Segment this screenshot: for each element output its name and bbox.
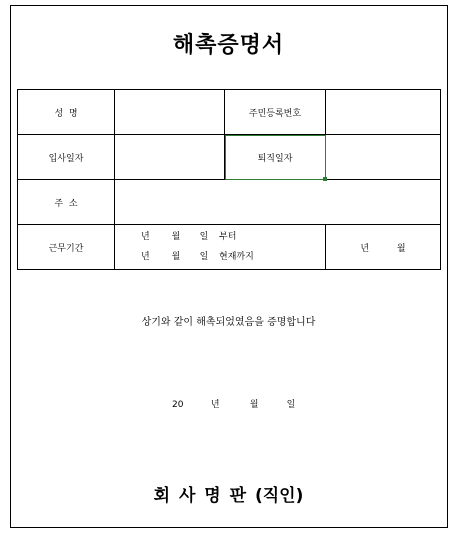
address-cell[interactable]: [115, 180, 441, 225]
join-date-cell[interactable]: [115, 135, 225, 180]
table-row: [18, 180, 441, 225]
duration-month-text: 월: [396, 243, 406, 254]
day-text: 일: [286, 400, 296, 410]
period-range-cell[interactable]: [115, 225, 326, 270]
year-text: 년: [141, 252, 150, 262]
certificate-table: [17, 89, 441, 270]
year-prefix: 20: [172, 400, 184, 410]
period-to-line: [115, 247, 325, 267]
certification-statement: 상기와 같이 해촉되었였음을 증명합니다: [141, 317, 316, 328]
name-cell[interactable]: [115, 90, 225, 135]
from-suffix: 부터: [219, 232, 237, 242]
issue-date: [172, 397, 295, 410]
to-suffix: 현재까지: [219, 252, 254, 262]
period-from-line: [115, 227, 325, 247]
table-row: [18, 225, 441, 270]
year-text: 년: [210, 400, 220, 410]
period-label: 근무기간: [18, 225, 115, 270]
table-row: [18, 90, 441, 135]
document-title: 해촉증명서: [172, 33, 285, 58]
address-label: 주 소: [18, 180, 115, 225]
leave-date-label[interactable]: 퇴직일자: [225, 135, 326, 180]
name-label: 성 명: [18, 90, 115, 135]
month-text: 월: [249, 400, 259, 410]
table-row: [18, 135, 441, 180]
join-date-label: 입사일자: [18, 135, 115, 180]
month-text: 월: [171, 252, 181, 262]
resident-number-cell[interactable]: [326, 90, 441, 135]
company-seal-line: 회 사 명 판 (직인): [153, 486, 304, 506]
month-text: 월: [171, 232, 181, 242]
year-text: 년: [141, 232, 150, 242]
day-text: 일: [199, 232, 209, 242]
day-text: 일: [199, 252, 209, 262]
resident-number-label: 주민등록번호: [225, 90, 326, 135]
duration-year-text: 년: [360, 243, 370, 254]
selection-handle[interactable]: [323, 177, 327, 181]
period-duration-cell[interactable]: [326, 225, 441, 270]
leave-date-cell[interactable]: [326, 135, 441, 180]
